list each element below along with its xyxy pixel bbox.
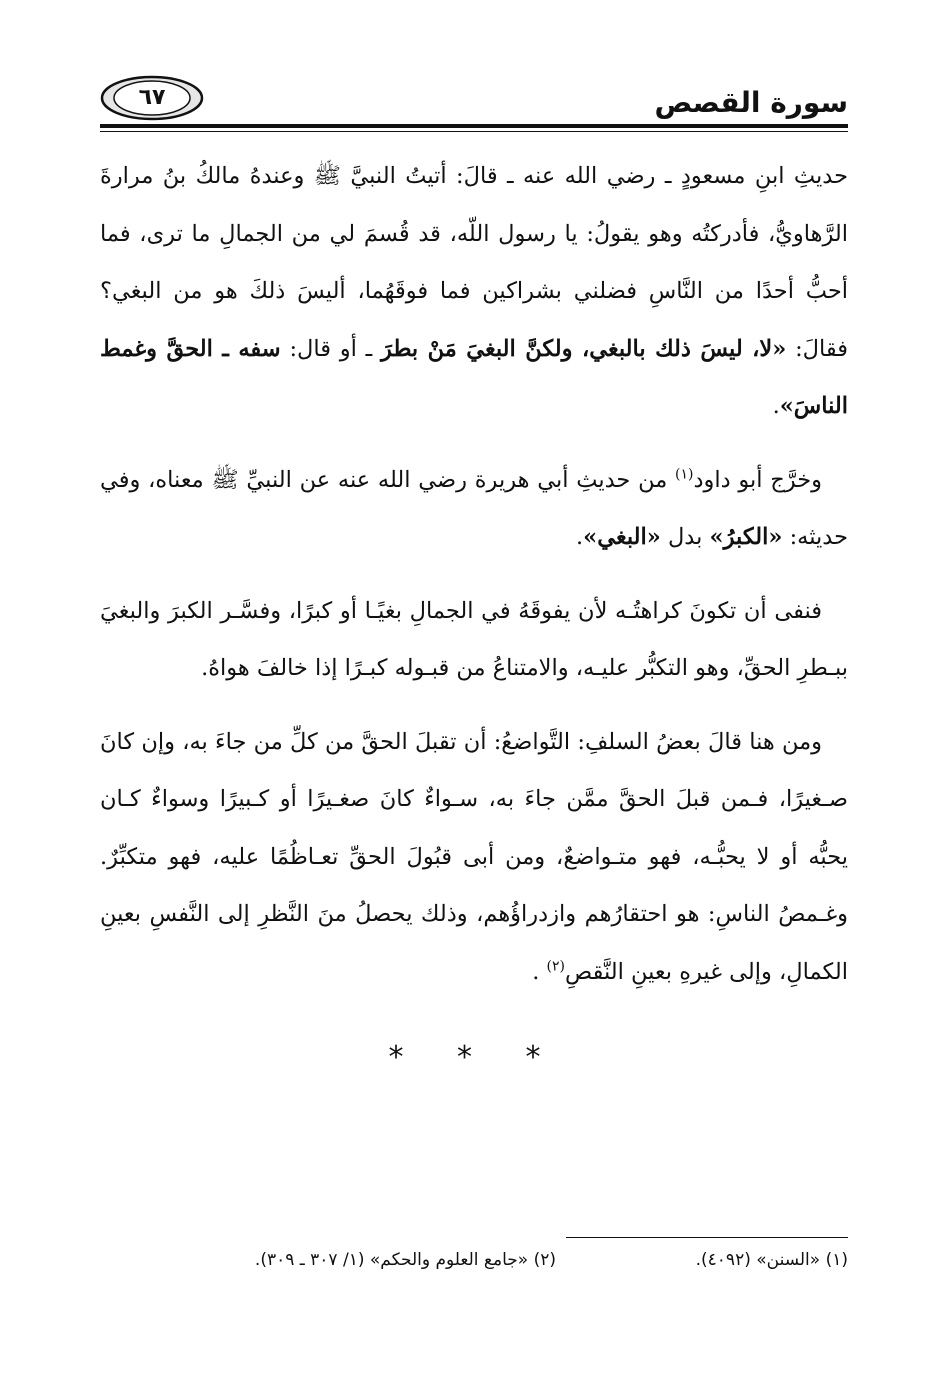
main-text <box>100 148 848 1017</box>
hadith-quote: «لا، ليسَ ذلك بالبغي، ولكنَّ البغيَ مَنْ بطرَ <box>381 335 787 362</box>
page-header <box>100 70 848 130</box>
paragraph-2: وخرَّج أبو داود$^{(١)}$ من حديثِ أبي هريرة رضي الله عنه عن النبيِّ ﷺ معناه، وفي حديثه: «الكبرُ» بدل «البغي». <box>100 466 848 550</box>
page-number-badge <box>100 74 204 122</box>
section-separator: * * * <box>388 1040 563 1075</box>
paragraph-4: ومن هنا قالَ بعضُ السلفِ: التَّواضعُ: أن تقبلَ الحقَّ من كلِّ من جاءَ به، وإن كانَ صـغيرًا، فـمن قبلَ الحقَّ ممَّن جاءَ به، سـواءٌ كانَ صغـيرًا أو كـبيرًا وسواءٌ كـان يحبُّه أو لا يحبُّـه، فهو متـواضعٌ، ومن أبى قبُولَ الحقِّ تعـاظُمًا عليه، فهو متكبِّرٌ. وغـمصُ الناسِ: هو احتقارُهم وازدراؤُهم، وذلك يحصلُ منَ النَّظرِ إلى النَّفسِ بعينِ الكمالِ، وإلى غيرهِ بعينِ النَّقصِ$^{(٢)}$ . <box>100 728 848 985</box>
quoted-word-baghy: «البغي» <box>583 524 661 550</box>
footnote-2: (٢) «جامع العلوم والحكم» (١/ ٣٠٧ ـ ٣٠٩). <box>254 1250 556 1270</box>
footnotes <box>100 1250 848 1280</box>
footnote-ref-2: (٢) <box>546 958 566 974</box>
page-number: ٦٧ <box>138 85 166 110</box>
quoted-word-kibr: «الكبرُ» <box>709 524 783 550</box>
footnote-ref-1: (١) <box>675 466 694 482</box>
footnote-rule <box>566 1237 848 1238</box>
footnote-1: (١) «السنن» (٤٠٩٢). <box>695 1250 848 1270</box>
paragraph-1: حديثِ ابنِ مسعودٍ ـ رضي الله عنه ـ قالَ: أتيتُ النبيَّ ﷺ وعندهُ مالكُ بنُ مرارةَ الرَّهاويُّ، فأدركتُه وهو يقولُ: يا رسول اللّه، قد قُسمَ لي من الجمالِ ما ترى، فما أحبُّ أحدًا من النَّاسِ فضلني بشراكين فما فوقَهُما، أليسَ ذلكَ هو من البغي؟ فقالَ: «لا، ليسَ ذلك بالبغي، ولكنَّ البغيَ مَنْ بطرَ ـ أو قال: سفه ـ الحقَّ وغمط الناسَ». <box>100 163 849 419</box>
paragraph-3: فنفى أن تكونَ كراهتُـه لأن يفوقَهُ في الجمالِ بغيًـا أو كبرًا، وفسَّـر الكبرَ والبغيَ ببـطرِ الحقِّ، وهو التكبُّر عليـه، والامتناعُ من قبـوله كبـرًا إذا خالفَ هواهُ. <box>100 597 848 681</box>
hadith-quote-cont: سفه ـ الحقَّ وغمط الناسَ» <box>100 335 848 419</box>
header-rule-thin <box>100 131 848 132</box>
header-rule-thick <box>100 124 848 128</box>
surah-title: سورة القصص <box>654 86 848 119</box>
